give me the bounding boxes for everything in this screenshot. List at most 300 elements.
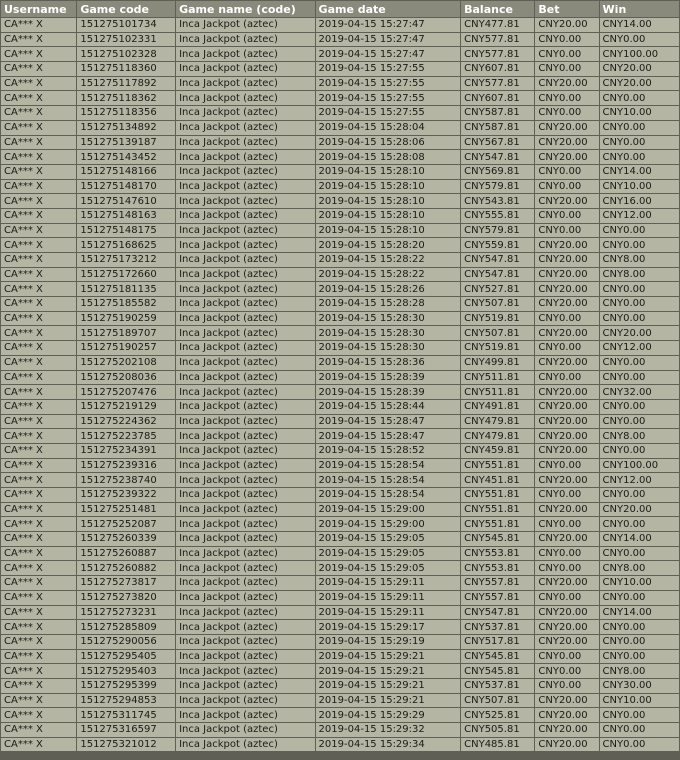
table-row [1,106,679,120]
cell-game-name: Inca Jackpot (aztec) [176,356,314,370]
cell-game-date: 2019-04-15 15:28:06 [316,136,461,150]
cell-win: CNY10.00 [600,106,679,120]
cell-bet: CNY20.00 [535,738,598,752]
table-row [1,694,679,708]
cell-win: CNY14.00 [600,165,679,179]
cell-game-date: 2019-04-15 15:28:10 [316,209,461,223]
cell-game-date: 2019-04-15 15:28:47 [316,415,461,429]
cell-game-date: 2019-04-15 15:29:11 [316,606,461,620]
cell-username: CA*** X [1,400,76,414]
cell-win: CNY8.00 [600,253,679,267]
cell-game-code: 151275260339 [77,532,175,546]
cell-game-date: 2019-04-15 15:29:17 [316,620,461,634]
cell-balance: CNY517.81 [461,635,534,649]
cell-bet: CNY20.00 [535,708,598,722]
table-row [1,444,679,458]
cell-username: CA*** X [1,18,76,32]
cell-balance: CNY553.81 [461,561,534,575]
cell-balance: CNY459.81 [461,444,534,458]
cell-game-code: 151275118356 [77,106,175,120]
cell-game-name: Inca Jackpot (aztec) [176,150,314,164]
cell-game-name: Inca Jackpot (aztec) [176,591,314,605]
cell-game-code: 151275260887 [77,547,175,561]
cell-game-name: Inca Jackpot (aztec) [176,194,314,208]
cell-game-name: Inca Jackpot (aztec) [176,547,314,561]
cell-balance: CNY551.81 [461,488,534,502]
cell-username: CA*** X [1,165,76,179]
cell-bet: CNY20.00 [535,77,598,91]
table-row [1,312,679,326]
cell-game-name: Inca Jackpot (aztec) [176,488,314,502]
cell-game-date: 2019-04-15 15:27:55 [316,91,461,105]
table-row [1,209,679,223]
cell-game-date: 2019-04-15 15:29:34 [316,738,461,752]
cell-game-code: 151275219129 [77,400,175,414]
cell-username: CA*** X [1,708,76,722]
cell-game-date: 2019-04-15 15:28:36 [316,356,461,370]
cell-balance: CNY519.81 [461,341,534,355]
cell-game-date: 2019-04-15 15:28:44 [316,400,461,414]
cell-win: CNY0.00 [600,224,679,238]
cell-game-code: 151275102331 [77,33,175,47]
table-row [1,473,679,487]
cell-game-date: 2019-04-15 15:29:21 [316,650,461,664]
cell-game-code: 151275139187 [77,136,175,150]
cell-win: CNY8.00 [600,664,679,678]
cell-win: CNY100.00 [600,459,679,473]
cell-balance: CNY551.81 [461,517,534,531]
cell-win: CNY10.00 [600,180,679,194]
cell-username: CA*** X [1,282,76,296]
table-row [1,561,679,575]
cell-bet: CNY0.00 [535,180,598,194]
cell-game-name: Inca Jackpot (aztec) [176,620,314,634]
cell-game-code: 151275148163 [77,209,175,223]
cell-game-code: 151275223785 [77,429,175,443]
cell-game-code: 151275148175 [77,224,175,238]
cell-win: CNY0.00 [600,91,679,105]
cell-win: CNY12.00 [600,473,679,487]
cell-game-name: Inca Jackpot (aztec) [176,121,314,135]
cell-username: CA*** X [1,561,76,575]
cell-game-name: Inca Jackpot (aztec) [176,77,314,91]
cell-bet: CNY20.00 [535,356,598,370]
table-row [1,77,679,91]
cell-username: CA*** X [1,620,76,634]
cell-balance: CNY505.81 [461,723,534,737]
cell-game-name: Inca Jackpot (aztec) [176,18,314,32]
table-row [1,268,679,282]
cell-bet: CNY0.00 [535,62,598,76]
cell-win: CNY0.00 [600,136,679,150]
cell-bet: CNY20.00 [535,268,598,282]
cell-bet: CNY20.00 [535,297,598,311]
cell-game-name: Inca Jackpot (aztec) [176,136,314,150]
cell-username: CA*** X [1,268,76,282]
cell-game-date: 2019-04-15 15:27:47 [316,33,461,47]
cell-game-name: Inca Jackpot (aztec) [176,209,314,223]
cell-win: CNY14.00 [600,18,679,32]
table-row [1,488,679,502]
table-row [1,180,679,194]
cell-username: CA*** X [1,517,76,531]
cell-balance: CNY607.81 [461,62,534,76]
cell-game-code: 151275224362 [77,415,175,429]
cell-win: CNY8.00 [600,429,679,443]
cell-game-name: Inca Jackpot (aztec) [176,473,314,487]
cell-username: CA*** X [1,503,76,517]
cell-game-date: 2019-04-15 15:27:47 [316,18,461,32]
cell-bet: CNY20.00 [535,194,598,208]
cell-game-date: 2019-04-15 15:28:22 [316,268,461,282]
table-row [1,121,679,135]
cell-game-name: Inca Jackpot (aztec) [176,679,314,693]
cell-balance: CNY499.81 [461,356,534,370]
cell-balance: CNY553.81 [461,547,534,561]
cell-balance: CNY485.81 [461,738,534,752]
cell-bet: CNY20.00 [535,694,598,708]
cell-username: CA*** X [1,532,76,546]
table-row [1,459,679,473]
cell-bet: CNY20.00 [535,620,598,634]
cell-game-date: 2019-04-15 15:29:00 [316,503,461,517]
table-header-row [1,1,679,17]
cell-game-code: 151275239316 [77,459,175,473]
cell-bet: CNY0.00 [535,106,598,120]
table-row [1,591,679,605]
cell-game-date: 2019-04-15 15:29:05 [316,561,461,575]
cell-bet: CNY20.00 [535,18,598,32]
cell-balance: CNY587.81 [461,106,534,120]
cell-game-name: Inca Jackpot (aztec) [176,738,314,752]
cell-game-name: Inca Jackpot (aztec) [176,415,314,429]
cell-game-code: 151275251481 [77,503,175,517]
cell-balance: CNY507.81 [461,694,534,708]
cell-bet: CNY20.00 [535,326,598,340]
cell-game-date: 2019-04-15 15:28:26 [316,282,461,296]
cell-game-date: 2019-04-15 15:28:10 [316,224,461,238]
cell-balance: CNY537.81 [461,620,534,634]
table-row [1,150,679,164]
cell-username: CA*** X [1,150,76,164]
cell-game-date: 2019-04-15 15:29:19 [316,635,461,649]
cell-game-code: 151275208036 [77,371,175,385]
cell-win: CNY10.00 [600,576,679,590]
table-row [1,415,679,429]
cell-balance: CNY577.81 [461,33,534,47]
cell-game-name: Inca Jackpot (aztec) [176,47,314,61]
cell-game-name: Inca Jackpot (aztec) [176,253,314,267]
cell-game-date: 2019-04-15 15:28:10 [316,194,461,208]
cell-game-code: 151275285809 [77,620,175,634]
cell-username: CA*** X [1,635,76,649]
cell-bet: CNY20.00 [535,238,598,252]
cell-game-code: 151275295405 [77,650,175,664]
table-row [1,723,679,737]
cell-game-name: Inca Jackpot (aztec) [176,371,314,385]
cell-game-date: 2019-04-15 15:28:39 [316,385,461,399]
cell-balance: CNY557.81 [461,591,534,605]
cell-win: CNY32.00 [600,385,679,399]
cell-game-code: 151275260882 [77,561,175,575]
cell-balance: CNY607.81 [461,91,534,105]
cell-balance: CNY511.81 [461,371,534,385]
cell-game-code: 151275311745 [77,708,175,722]
cell-win: CNY0.00 [600,121,679,135]
cell-bet: CNY0.00 [535,488,598,502]
table-row [1,47,679,61]
cell-bet: CNY20.00 [535,150,598,164]
cell-bet: CNY20.00 [535,503,598,517]
cell-bet: CNY20.00 [535,473,598,487]
cell-game-code: 151275273231 [77,606,175,620]
cell-game-date: 2019-04-15 15:28:28 [316,297,461,311]
cell-game-code: 151275189707 [77,326,175,340]
cell-bet: CNY0.00 [535,165,598,179]
cell-win: CNY20.00 [600,62,679,76]
cell-game-date: 2019-04-15 15:27:55 [316,62,461,76]
cell-username: CA*** X [1,91,76,105]
cell-win: CNY0.00 [600,312,679,326]
cell-username: CA*** X [1,429,76,443]
cell-bet: CNY20.00 [535,415,598,429]
cell-game-name: Inca Jackpot (aztec) [176,165,314,179]
column-header-win: Win [600,1,679,17]
cell-game-name: Inca Jackpot (aztec) [176,312,314,326]
cell-win: CNY0.00 [600,635,679,649]
cell-bet: CNY20.00 [535,282,598,296]
cell-win: CNY0.00 [600,547,679,561]
cell-username: CA*** X [1,180,76,194]
column-header-balance: Balance [461,1,534,17]
cell-username: CA*** X [1,473,76,487]
column-header-game-name: Game name (code) [176,1,314,17]
cell-game-date: 2019-04-15 15:29:21 [316,694,461,708]
cell-game-name: Inca Jackpot (aztec) [176,694,314,708]
cell-win: CNY0.00 [600,150,679,164]
cell-game-date: 2019-04-15 15:29:29 [316,708,461,722]
cell-game-code: 151275148170 [77,180,175,194]
cell-win: CNY0.00 [600,282,679,296]
cell-username: CA*** X [1,326,76,340]
cell-username: CA*** X [1,444,76,458]
cell-win: CNY0.00 [600,415,679,429]
cell-win: CNY30.00 [600,679,679,693]
cell-game-name: Inca Jackpot (aztec) [176,532,314,546]
cell-username: CA*** X [1,253,76,267]
cell-username: CA*** X [1,547,76,561]
cell-balance: CNY537.81 [461,679,534,693]
cell-balance: CNY547.81 [461,606,534,620]
cell-username: CA*** X [1,194,76,208]
cell-game-name: Inca Jackpot (aztec) [176,106,314,120]
cell-balance: CNY547.81 [461,150,534,164]
cell-game-name: Inca Jackpot (aztec) [176,224,314,238]
cell-balance: CNY477.81 [461,18,534,32]
cell-game-date: 2019-04-15 15:29:00 [316,517,461,531]
cell-balance: CNY551.81 [461,459,534,473]
table-row [1,738,679,752]
cell-win: CNY0.00 [600,723,679,737]
cell-game-date: 2019-04-15 15:29:21 [316,664,461,678]
cell-bet: CNY20.00 [535,606,598,620]
cell-game-name: Inca Jackpot (aztec) [176,400,314,414]
cell-game-date: 2019-04-15 15:28:30 [316,341,461,355]
cell-balance: CNY557.81 [461,576,534,590]
cell-username: CA*** X [1,723,76,737]
table-row [1,664,679,678]
cell-game-code: 151275294853 [77,694,175,708]
cell-game-name: Inca Jackpot (aztec) [176,62,314,76]
cell-game-date: 2019-04-15 15:29:11 [316,591,461,605]
cell-balance: CNY491.81 [461,400,534,414]
cell-game-name: Inca Jackpot (aztec) [176,708,314,722]
cell-bet: CNY0.00 [535,209,598,223]
cell-game-date: 2019-04-15 15:28:10 [316,180,461,194]
table-row [1,679,679,693]
table-row [1,253,679,267]
cell-bet: CNY20.00 [535,576,598,590]
cell-game-code: 151275117892 [77,77,175,91]
cell-balance: CNY511.81 [461,385,534,399]
cell-balance: CNY551.81 [461,503,534,517]
cell-username: CA*** X [1,341,76,355]
cell-bet: CNY20.00 [535,400,598,414]
cell-win: CNY0.00 [600,650,679,664]
cell-game-date: 2019-04-15 15:27:55 [316,77,461,91]
cell-game-code: 151275273820 [77,591,175,605]
cell-bet: CNY20.00 [535,635,598,649]
cell-game-date: 2019-04-15 15:29:05 [316,532,461,546]
cell-game-code: 151275173212 [77,253,175,267]
cell-game-name: Inca Jackpot (aztec) [176,429,314,443]
table-row [1,224,679,238]
cell-bet: CNY0.00 [535,47,598,61]
table-row [1,620,679,634]
cell-balance: CNY543.81 [461,194,534,208]
cell-game-name: Inca Jackpot (aztec) [176,238,314,252]
cell-game-date: 2019-04-15 15:28:30 [316,312,461,326]
cell-game-date: 2019-04-15 15:28:10 [316,165,461,179]
cell-username: CA*** X [1,679,76,693]
cell-game-date: 2019-04-15 15:28:22 [316,253,461,267]
cell-balance: CNY579.81 [461,224,534,238]
cell-win: CNY12.00 [600,209,679,223]
cell-win: CNY12.00 [600,341,679,355]
table-row [1,356,679,370]
cell-game-name: Inca Jackpot (aztec) [176,664,314,678]
cell-game-code: 151275316597 [77,723,175,737]
table-body [1,18,679,751]
cell-username: CA*** X [1,385,76,399]
table-row [1,297,679,311]
cell-game-code: 151275101734 [77,18,175,32]
cell-game-date: 2019-04-15 15:29:05 [316,547,461,561]
cell-username: CA*** X [1,106,76,120]
cell-username: CA*** X [1,77,76,91]
cell-game-name: Inca Jackpot (aztec) [176,606,314,620]
cell-balance: CNY519.81 [461,312,534,326]
table-row [1,547,679,561]
cell-username: CA*** X [1,606,76,620]
table-row [1,326,679,340]
cell-bet: CNY0.00 [535,517,598,531]
cell-game-code: 151275118362 [77,91,175,105]
cell-bet: CNY20.00 [535,253,598,267]
cell-game-code: 151275102328 [77,47,175,61]
cell-win: CNY0.00 [600,33,679,47]
cell-game-date: 2019-04-15 15:28:39 [316,371,461,385]
cell-bet: CNY20.00 [535,429,598,443]
cell-balance: CNY579.81 [461,180,534,194]
cell-username: CA*** X [1,738,76,752]
cell-balance: CNY567.81 [461,136,534,150]
cell-username: CA*** X [1,459,76,473]
column-header-game-date: Game date [316,1,461,17]
cell-game-code: 151275185582 [77,297,175,311]
cell-game-name: Inca Jackpot (aztec) [176,723,314,737]
cell-bet: CNY20.00 [535,532,598,546]
cell-game-date: 2019-04-15 15:28:30 [316,326,461,340]
cell-bet: CNY0.00 [535,91,598,105]
cell-balance: CNY545.81 [461,650,534,664]
cell-game-code: 151275207476 [77,385,175,399]
table-row [1,238,679,252]
cell-win: CNY20.00 [600,326,679,340]
column-header-game-code: Game code [77,1,175,17]
cell-win: CNY0.00 [600,738,679,752]
column-header-username: Username [1,1,76,17]
cell-game-code: 151275190259 [77,312,175,326]
table-row [1,282,679,296]
table-row [1,18,679,32]
cell-username: CA*** X [1,62,76,76]
cell-game-code: 151275239322 [77,488,175,502]
cell-balance: CNY577.81 [461,47,534,61]
cell-bet: CNY0.00 [535,312,598,326]
cell-win: CNY0.00 [600,517,679,531]
table-row [1,503,679,517]
cell-bet: CNY0.00 [535,679,598,693]
cell-game-code: 151275147610 [77,194,175,208]
table-row [1,194,679,208]
table-row [1,165,679,179]
cell-game-name: Inca Jackpot (aztec) [176,33,314,47]
cell-win: CNY8.00 [600,561,679,575]
cell-username: CA*** X [1,33,76,47]
cell-username: CA*** X [1,488,76,502]
cell-game-code: 151275321012 [77,738,175,752]
cell-bet: CNY20.00 [535,723,598,737]
cell-game-date: 2019-04-15 15:29:21 [316,679,461,693]
cell-balance: CNY545.81 [461,532,534,546]
cell-game-date: 2019-04-15 15:28:52 [316,444,461,458]
cell-game-code: 151275290056 [77,635,175,649]
cell-balance: CNY525.81 [461,708,534,722]
table-row [1,341,679,355]
cell-username: CA*** X [1,136,76,150]
cell-balance: CNY559.81 [461,238,534,252]
table-row [1,33,679,47]
cell-game-date: 2019-04-15 15:28:54 [316,473,461,487]
cell-game-date: 2019-04-15 15:27:55 [316,106,461,120]
cell-username: CA*** X [1,415,76,429]
cell-game-code: 151275252087 [77,517,175,531]
cell-game-name: Inca Jackpot (aztec) [176,341,314,355]
cell-game-name: Inca Jackpot (aztec) [176,459,314,473]
cell-game-name: Inca Jackpot (aztec) [176,385,314,399]
cell-game-date: 2019-04-15 15:29:32 [316,723,461,737]
